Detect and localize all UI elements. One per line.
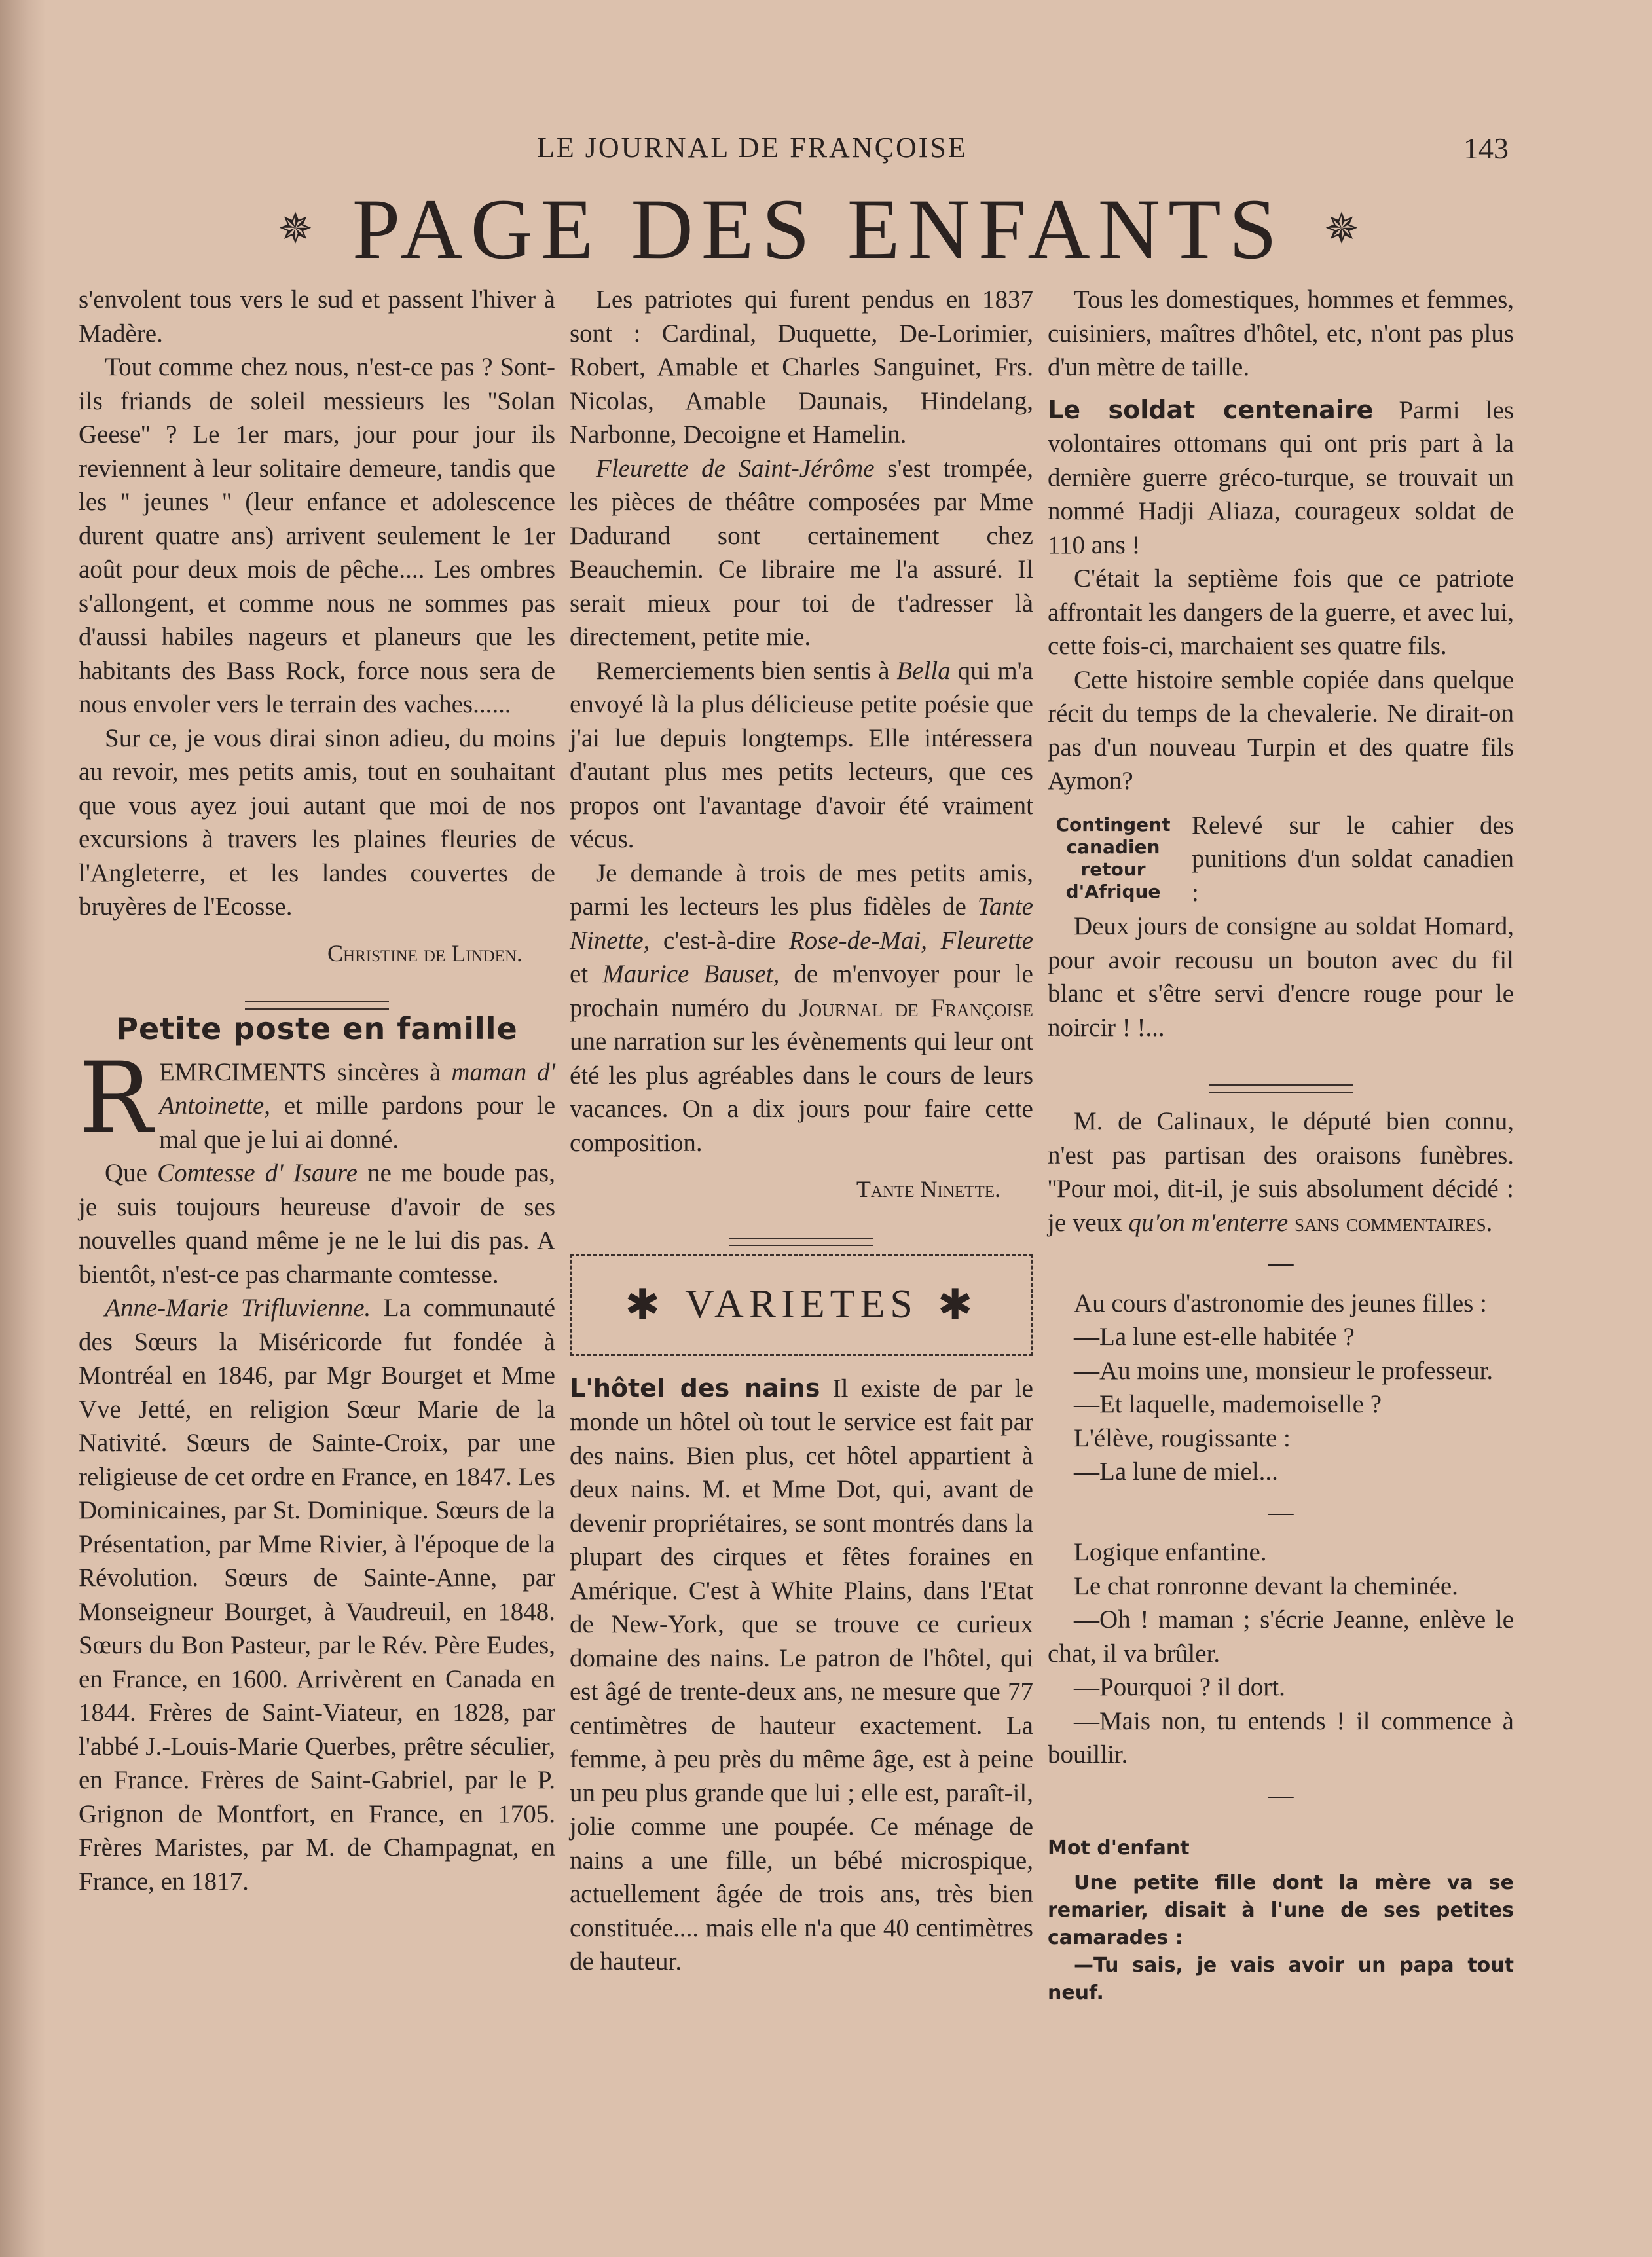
paragraph: Tout comme chez nous, n'est-ce pas ? Sont-ils friands de soleil messieurs les ''Solan Geese'' ? Le 1er mars, jour pour jour ils reviennent à leur solitaire demeure, tandis que les '' jeunes '' (leur enfance et adolescence durent quatre ans) arrivent seulement le 1er août pour deux mois de pêche.... Les ombres s'allongent, et comme nous ne sommes pas d'aussi habiles nageurs et planeurs que les habitants des Bass Rock, force nous sera de nous envoler vers le terrain des vaches...... bbox=[79, 353, 555, 718]
paragraph: Sur ce, je vous dirai sinon adieu, du moins au revoir, mes petits amis, tout en souhaitant que vous ayez joui autant que moi de nos excursions à travers les plaines fleuries de l'Angleterre, et les landes couvertes de bruyères de l'Ecosse. bbox=[79, 724, 555, 921]
paragraph: —Mais non, tu entends ! il commence à bouillir. bbox=[1048, 1706, 1514, 1769]
binding-gutter bbox=[0, 0, 46, 2257]
divider bbox=[79, 985, 555, 998]
column-3 bbox=[1048, 283, 1514, 2007]
paragraph: Le chat ronronne devant la cheminée. bbox=[1074, 1571, 1458, 1600]
paragraph: —Au moins une, monsieur le professeur. bbox=[1074, 1356, 1494, 1385]
paragraph: Que Comtesse d' Isaure ne me boude pas, je suis toujours heureuse d'avoir de ses nouvelles quand même je ne le lui dis pas. A bientôt, n'est-ce pas charmante comtesse. bbox=[79, 1159, 555, 1289]
paragraph: —Et laquelle, mademoiselle ? bbox=[1074, 1390, 1382, 1418]
asterisk-ornament-icon: ✱ bbox=[937, 1281, 978, 1328]
separator-dash: — bbox=[1268, 1780, 1294, 1809]
star-ornament-icon: ✵ bbox=[1324, 206, 1359, 252]
page-number: 143 bbox=[1463, 132, 1509, 165]
paragraph: REMRCIMENTS sincères à maman d' Antoinette, et mille pardons pour le mal que je lui ai donné. bbox=[79, 1041, 556, 1156]
varietes-heading-box bbox=[570, 1254, 1033, 1356]
varietes-heading: VARIETES bbox=[685, 1281, 918, 1327]
paragraph: Au cours d'astronomie des jeunes filles : bbox=[1074, 1289, 1487, 1317]
page-title bbox=[190, 183, 1447, 275]
paragraph: Je demande à trois de mes petits amis, parmi les lecteurs les plus fidèles de Tante Ninette, c'est-à-dire Rose-de-Mai, Fleurette et Maurice Bauset, de m'envoyer pour le prochain numéro du Journal de Françoise une narration sur les évènements qui leur ont été les plus agréables dans le cours de leurs vacances. On a dix jours pour faire cette composition. bbox=[570, 858, 1033, 1157]
author-signature: Christine de Linden. bbox=[327, 940, 523, 966]
paragraph: —Oh ! maman ; s'écrie Jeanne, enlève le chat, il va brûler. bbox=[1048, 1606, 1514, 1668]
paragraph: Les patriotes qui furent pendus en 1837 sont : Cardinal, Duquette, De-Lorimier, Robert, Amable et Charles Sanguinet, Frs. Nicolas, Amable Daunais, Hindelang, Narbonne, Decoigne et Hamelin. bbox=[570, 285, 1033, 449]
drop-cap: R bbox=[79, 1041, 153, 1156]
star-ornament-icon: ✵ bbox=[278, 206, 313, 252]
paragraph: M. de Calinaux, le député bien connu, n'est pas partisan des oraisons funèbres. ''Pour moi, dit-il, je suis absolument décidé : je veux qu'on m'enterre sans commentaires. bbox=[1048, 1107, 1514, 1237]
paragraph: —Pourquoi ? il dort. bbox=[1074, 1673, 1285, 1701]
column-1 bbox=[79, 283, 555, 1898]
asterisk-ornament-icon: ✱ bbox=[625, 1281, 666, 1328]
page-title-text: PAGE DES ENFANTS bbox=[352, 181, 1285, 277]
divider bbox=[570, 1221, 1033, 1234]
separator-dash: — bbox=[1268, 1249, 1294, 1277]
paragraph: Logique enfantine. bbox=[1074, 1538, 1267, 1566]
paragraph: s'envolent tous vers le sud et passent l'hiver à Madère. bbox=[79, 285, 555, 348]
paragraph: Une petite fille dont la mère va se remarier, disait à l'une de ses petites camarades : bbox=[1048, 1871, 1514, 1949]
column-2 bbox=[570, 283, 1033, 1979]
paragraph: Le soldat centenaire Parmi les volontaires ottomans qui ont pris part à la dernière guerre gréco-turque, se trouvait un nommé Hadji Aliaza, courageux soldat de 110 ans ! bbox=[1048, 395, 1514, 559]
paragraph: Fleurette de Saint-Jérôme s'est trompée, les pièces de théâtre composées par Mme Dadurand sont certainement chez Beauchemin. Ce libraire me l'a assuré. Il serait mieux pour toi de t'adresser là directement, petite mie. bbox=[570, 454, 1034, 651]
separator-dash: — bbox=[1268, 1497, 1294, 1526]
article-heading: Le soldat centenaire bbox=[1048, 395, 1374, 424]
paragraph: Deux jours de consigne au soldat Homard, pour avoir recousu un bouton avec du fil blanc et s'être servi d'encre rouge pour le noircir ! !... bbox=[1048, 912, 1514, 1042]
paragraph: Contingent canadien retour d'Afrique Relevé sur le cahier des punitions d'un soldat canadien : bbox=[1048, 809, 1514, 910]
paragraph: —Tu sais, je vais avoir un papa tout neuf. bbox=[1048, 1953, 1514, 2004]
paragraph: C'était la septième fois que ce patriote affrontait les dangers de la guerre, et avec lui, cette fois-ci, marchaient ses quatre fils. bbox=[1048, 564, 1514, 660]
article-heading: Mot d'enfant bbox=[1048, 1837, 1190, 1860]
paragraph: Cette histoire semble copiée dans quelque récit du temps de la chevalerie. Ne dirait-on pas d'un nouveau Turpin et des quatre fils Aymon? bbox=[1048, 665, 1514, 795]
paragraph: —La lune est-elle habitée ? bbox=[1074, 1323, 1355, 1351]
paragraph: L'élève, rougissante : bbox=[1074, 1423, 1291, 1452]
article-heading: L'hôtel des nains bbox=[570, 1373, 820, 1403]
petite-poste-heading: Petite poste en famille bbox=[116, 1011, 518, 1046]
paragraph: L'hôtel des nains Il existe de par le monde un hôtel où tout le service est fait par des nains. Bien plus, cet hôtel appartient à deux nains. M. et Mme Dot, qui, avant de devenir propriétaires, se sont montrés dans la plupart des cirques et fêtes foraines en Amérique. C'est à White Plains, dans l'Etat de New-York, que se trouve ce curieux domaine des nains. Le patron de l'hôtel, qui est âgé de trente-deux ans, ne mesure que 77 centimètres de hauteur exactement. La femme, à peu près du même âge, est à peine un peu plus grande que lui ; elle est, paraît-il, jolie comme une poupée. Ce ménage de nains a une fille, un bébé microspique, actuellement âgée de trois ans, très bien constituée.... mais elle n'a que 40 centimètres de hauteur. bbox=[570, 1373, 1033, 1975]
running-title: LE JOURNAL DE FRANÇOISE bbox=[537, 132, 968, 164]
paragraph: Tous les domestiques, hommes et femmes, cuisiniers, maîtres d'hôtel, etc, n'ont pas plus d'un mètre de taille. bbox=[1048, 285, 1514, 381]
paragraph: Anne-Marie Trifluvienne. La communauté des Sœurs la Miséricorde fut fondée à Montréal en 1846, par Mgr Bourget et Mme Vve Jetté, en religion Sœur Marie de la Nativité. Sœurs de Sainte-Croix, par une religieuse de cet ordre en France, en 1847. Les Dominicaines, par St. Dominique. Sœurs de la Présentation, par Mme Rivier, à l'époque de la Révolution. Sœurs de Sainte-Anne, par Monseigneur Bourget, à Vaudreuil, en 1848. Sœurs du Bon Pasteur, par le Rév. Père Eudes, en France, en 1600. Arrivèrent en Canada en 1844. Frères de Saint-Viateur, en 1828, par l'abbé J.-Louis-Marie Querbes, prêtre séculier, en France. Frères de Saint-Gabriel, par le P. Grignon de Montfort, en France, en 1705. Frères Maristes, par M. de Champagnat, en France, en 1817. bbox=[79, 1294, 556, 1896]
paragraph: Remerciements bien sentis à Bella qui m'a envoyé là la plus délicieuse petite poésie que j'ai lue depuis longtemps. Elle intéressera d'autant plus mes petits lecteurs, que ces propos ont l'avantage d'avoir été vraiment vécus. bbox=[570, 656, 1033, 853]
article-heading: Contingent canadien retour d'Afrique bbox=[1055, 813, 1171, 902]
paragraph: —La lune de miel... bbox=[1074, 1458, 1278, 1486]
author-signature: Tante Ninette. bbox=[856, 1176, 1000, 1202]
divider bbox=[1048, 1068, 1514, 1081]
